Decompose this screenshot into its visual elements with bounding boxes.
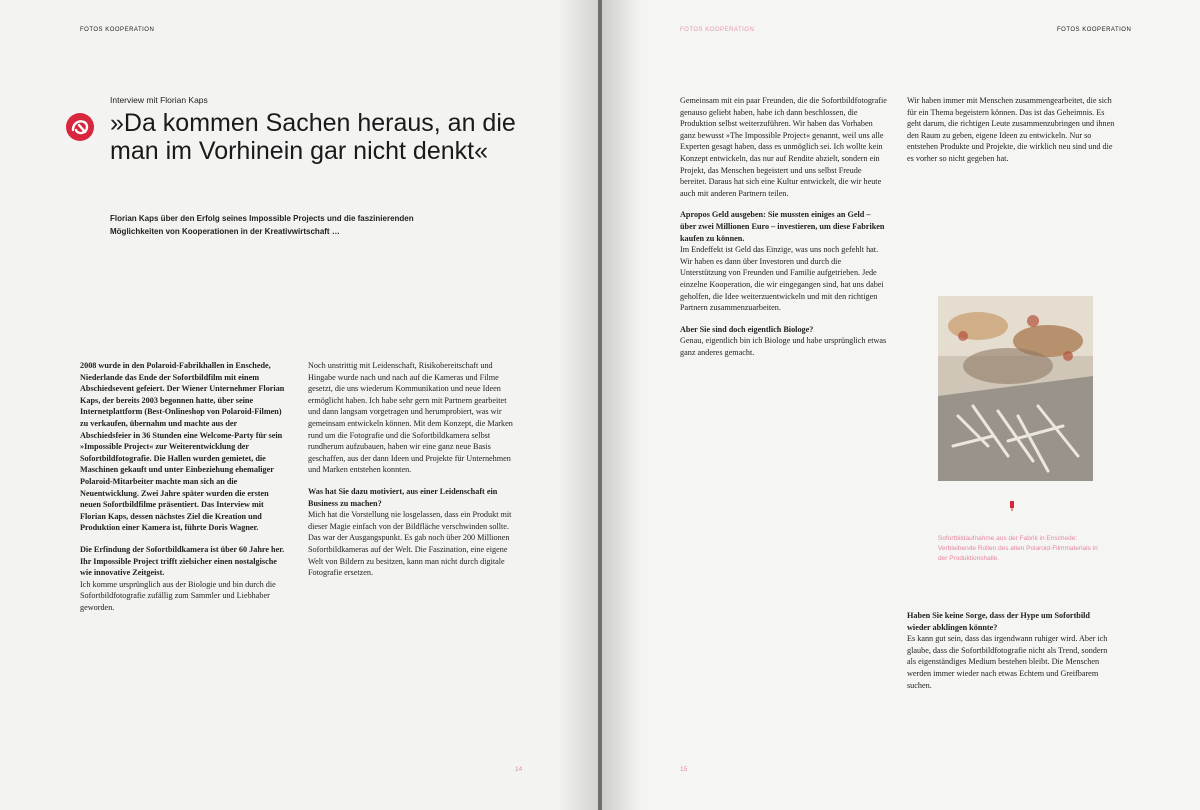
question: Was hat Sie dazu motiviert, aus einer Leidenschaft ein Business zu machen? (308, 486, 498, 508)
question: Die Erfindung der Sofortbildkamera ist über 60 Jahre her. Ihr Impossible Project trifft zielsicher einen nostalgische wie innovative Zeitgeist. (80, 544, 285, 578)
paragraph: Gemeinsam mit ein paar Freunden, die die Sofortbildfotografie genauso geliebt haben, habe ich dann beschlossen, die Produktion selbst weiterzuführen. Wir haben das Vorhaben ganz bewusst »The Impossible Project« genannt, weil uns alle Experten gesagt haben, dass es unmöglich sei. Ich wollte kein Konzept entwickeln, das nur auf Rendite abzielt, sondern ein Projekt, das Menschen begeistert und uns selbst Freude bereitet. Daraus hat sich eine Kultur entwickelt, die wir heute auch mit anderen Partnern teilen. (680, 96, 887, 198)
qa-block (680, 209, 888, 313)
intro-paragraph: 2008 wurde in den Polaroid-Fabrikhallen in Enschede, Niederlande das Ende der Sofortbildfilm mit einem Abschiedsevent gefeiert. Der Wiener Unternehmer Florian Kaps, der bereits 2003 begonnen hatte, über seine Internetplattform (Best-Onlineshop von Polaroid-Filmen) zu verkaufen, übernahm und machte aus der Abschiedsfeier in 36 Stunden eine Welcome-Party für sein »Impossible Project« zur Weiterentwicklung der Sofortbildfotografie. Die Hallen wurden gemietet, die Maschinen gekauft und unter Einbeziehung ehemaliger Polaroid-Mitarbeiter machte man sich an die Neuentwicklung. Zwei Jahre später wurden die ersten neuen Sofortbildfilme präsentiert. Das Interview mit Florian Kaps, dessen nächstes Ziel die Kreation und Produktion einer Kamera ist, führte Doris Wagner. (80, 361, 285, 533)
left-column-2 (308, 360, 516, 589)
question: Aber Sie sind doch eigentlich Biologe? (680, 324, 814, 334)
left-page (0, 0, 598, 810)
answer: Ich komme ursprünglich aus der Biologie und bin durch die Sofortbildfotografie zufällig zum Sammler und Liebhaber geworden. (80, 579, 276, 612)
answer: Es kann gut sein, dass das irgendwann ruhiger wird. Aber ich glaube, dass die Sofortbildfotografie nicht als Trend, sondern als eigenständiges Medium bestehen bleibt. Die Menschen werden immer wieder nach etwas Echtem und Greifbarem suchen. (907, 634, 1108, 690)
question: Haben Sie keine Sorge, dass der Hype um Sofortbild wieder abklingen könnte? (907, 611, 1090, 632)
running-head-right-outer: FOTOS KOOPERATION (1057, 27, 1132, 33)
answer: Genau, eigentlich bin ich Biologe und habe ursprünglich etwas ganz anderes gemacht. (680, 336, 887, 357)
paragraph: Wir haben immer mit Menschen zusammengearbeitet, die sich für ein Thema begeistern können. Das ist das Geheimnis. Es geht darum, die richtigen Leute zusammenzubringen und ihnen den Raum zu geben, eigene Ideen zu entwickeln. Nur so entstehen Produkte und Projekte, die wirklich neu sind und die es vorher so nicht gegeben hat. (907, 96, 1115, 163)
right-column-2-top (907, 95, 1115, 175)
photo-credit (1098, 304, 1104, 374)
pin-icon (1009, 501, 1015, 511)
page-number-right: 15 (680, 766, 688, 773)
qa-block (308, 486, 516, 579)
kicker: Interview mit Florian Kaps (110, 95, 208, 105)
paragraph: Noch unstrittig mit Leidenschaft, Risikobereitschaft und Hingabe wurde nach und nach auf die Kameras und Filme gesetzt, die uns wiederum Kommunikation und neue Ideen ermöglicht haben. Ich habe sehr gern mit Partnern gearbeitet und dann langsam vorgetragen und herumprobiert, was wir gemeinsam entwickeln können. Mit dem Konzept, die Marken rund um die Fotografie und die Sofortbildkamera selbst rundherum aufzubauen, haben wir eine ganz neue Basis geschaffen, aus der dann Ideen und Projekte für Unternehmen und Marken entstehen konnten. (308, 361, 513, 475)
qa-block (80, 544, 288, 614)
running-head-right-inner: FOTOS KOOPERATION (680, 27, 755, 33)
gutter-shadow-left (558, 0, 598, 810)
right-column-2-bottom (907, 610, 1115, 701)
question: Apropos Geld ausgeben: Sie mussten einiges an Geld – über zwei Millionen Euro – investieren, um diese Fabriken kaufen zu können. (680, 210, 885, 243)
left-column-1 (80, 360, 288, 623)
gutter-shadow-right (602, 0, 642, 810)
photo-caption: Sofortbildaufnahme aus der Fabrik in Enschede: Verbleibende Rollen des alten Polaroid-Filmmaterials in der Produktionshalle. (938, 535, 1098, 562)
headline: »Da kommen Sachen heraus, an die man im Vorhinein gar nicht denkt« (110, 109, 516, 165)
right-page (602, 0, 1200, 810)
running-head-left: FOTOS KOOPERATION (80, 27, 155, 33)
right-column-1 (680, 95, 888, 368)
answer: Mich hat die Vorstellung nie losgelassen, dass ein Produkt mit dieser Magie einfach von der Bildfläche verschwinden sollte. Das war der Ausgangspunkt. Es gab noch über 200 Millionen Sofortbildkameras auf der Welt. Die Faszination, eine eigene Welt von Bildern zu besitzen, kann man nicht durch digitale Fotografie ersetzen. (308, 510, 512, 578)
camera-logo-icon (65, 112, 95, 142)
qa-block (680, 324, 888, 359)
photo-image (938, 296, 1093, 481)
page-number-left: 14 (515, 766, 523, 773)
answer: Im Endeffekt ist Geld das Einzige, was uns noch gefehlt hat. Wir haben es dann über Investoren und durch die Unterstützung von Freunden und Familie aufgetrieben. Jede einzelne Kooperation, die wir eingegangen sind, hat uns dabei geholfen, die Idee weiterzuentwickeln und mit den richtigen Partnern zusammenzuarbeiten. (680, 245, 884, 313)
lede: Florian Kaps über den Erfolg seines Impossible Projects und die faszinierenden Möglichkeiten von Kooperationen in der Kreativwirtschaft … (110, 214, 414, 236)
factory-photo (938, 296, 1093, 481)
qa-block (907, 610, 1115, 691)
